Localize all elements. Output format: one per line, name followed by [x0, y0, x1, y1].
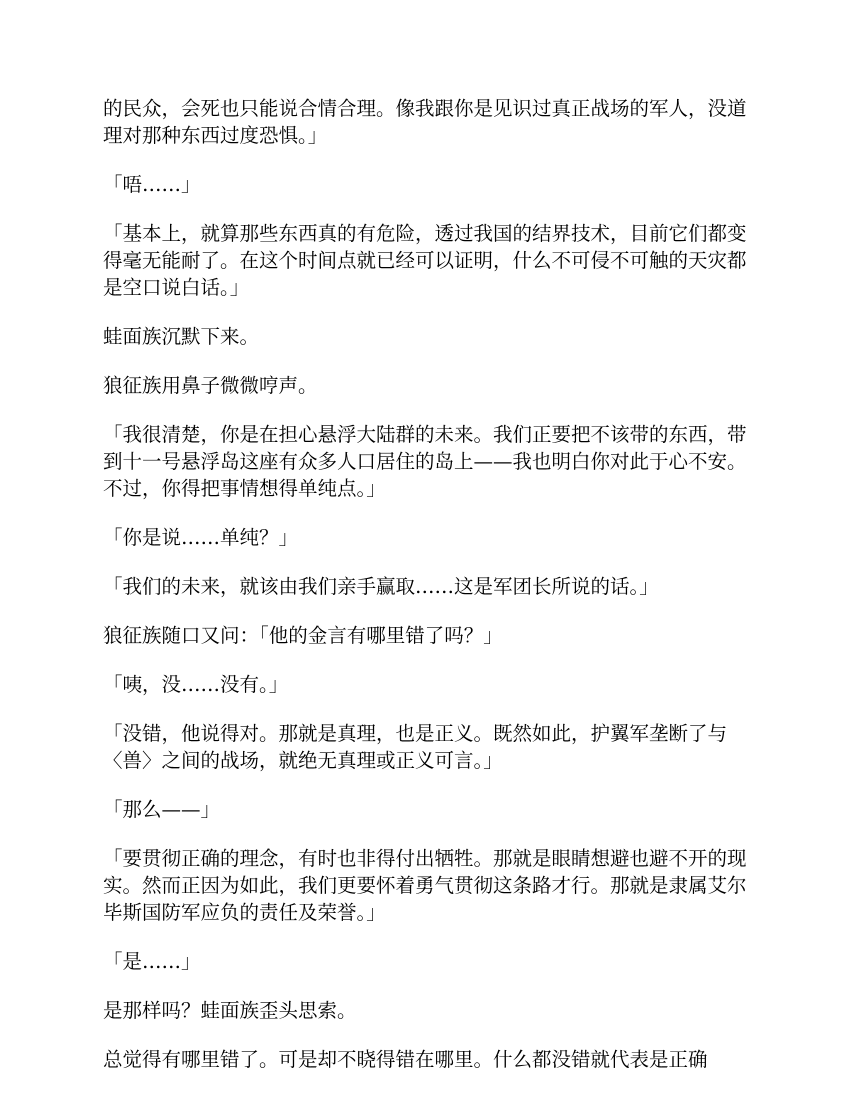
paragraph-7: 「你是说……单纯？」: [103, 526, 299, 549]
paragraph-5: 狼征族用鼻子微微哼声。: [103, 374, 318, 397]
paragraph-13: 「要贯彻正确的理念，有时也非得付出牺牲。那就是眼睛想避也避不开的现实。然而正因为如此，我们更要怀着勇气贯彻这条路才行。那就是隶属艾尔毕斯国防军应负的责任及荣誉。」: [103, 847, 747, 924]
paragraph-9: 狼征族随口又问：「他的金言有哪里错了吗？」: [103, 624, 503, 647]
paragraph-8: 「我们的未来，就该由我们亲手赢取……这是军团长所说的话。」: [103, 575, 659, 598]
paragraph-6: 「我很清楚，你是在担心悬浮大陆群的未来。我们正要把不该带的东西，带到十一号悬浮岛这座有众多人口居住的岛上——我也明白你对此于心不安。不过，你得把事情想得单纯点。」: [103, 423, 747, 500]
paragraph-12: 「那么——」: [103, 798, 221, 821]
paragraph-14: 「是……」: [103, 950, 201, 973]
paragraph-10: 「咦，没……没有。」: [103, 673, 289, 696]
paragraph-1: 的民众，会死也只能说合情合理。像我跟你是见识过真正战场的军人，没道理对那种东西过度恐惧。」: [103, 97, 747, 147]
paragraph-2: 「唔……」: [103, 173, 201, 196]
paragraph-3: 「基本上，就算那些东西真的有危险，透过我国的结界技术，目前它们都变得毫无能耐了。在这个时间点就已经可以证明，什么不可侵不可触的天灾都是空口说白话。」: [103, 222, 747, 299]
paragraph-15: 是那样吗？蛙面族歪头思索。: [103, 999, 357, 1022]
page-body: [103, 95, 753, 1095]
paragraph-4: 蛙面族沉默下来。: [103, 325, 260, 348]
paragraph-16: 总觉得有哪里错了。可是却不晓得错在哪里。什么都没错就代表是正确: [103, 1048, 708, 1071]
paragraph-11: 「没错，他说得对。那就是真理，也是正义。既然如此，护翼军垄断了与〈兽〉之间的战场，就绝无真理或正义可言。」: [103, 722, 728, 772]
